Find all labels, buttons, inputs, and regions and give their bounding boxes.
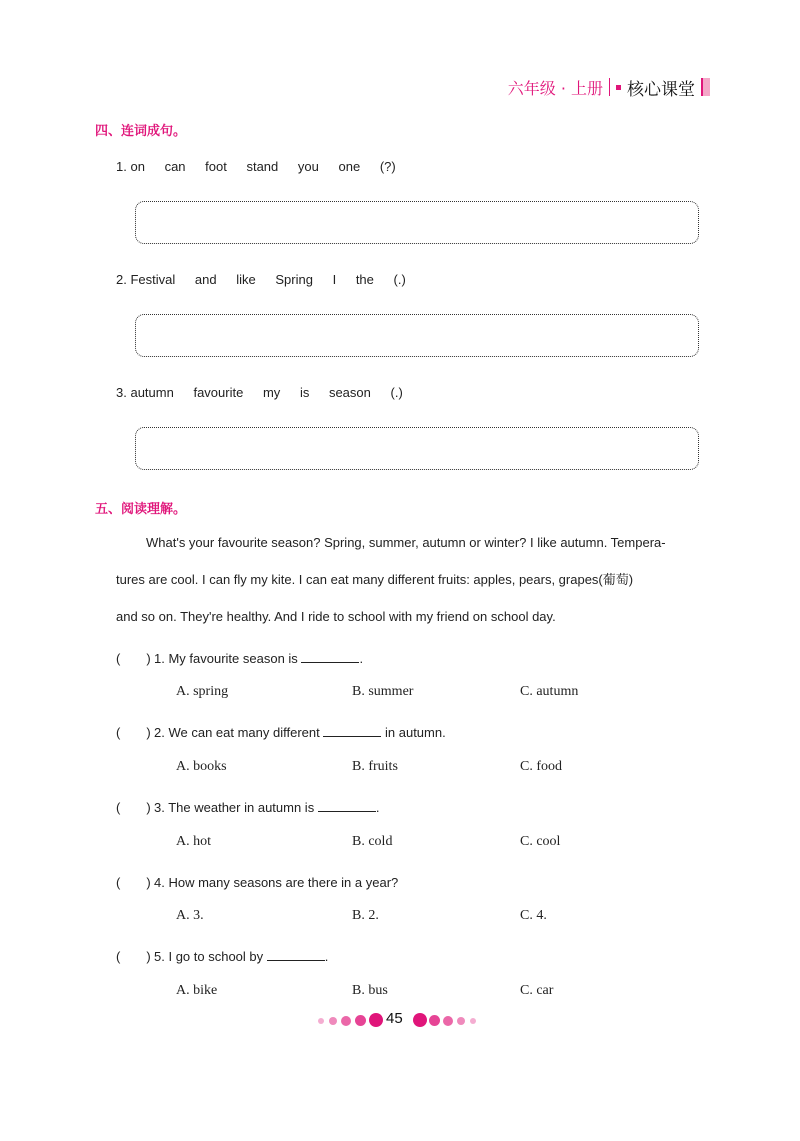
question-text: I go to school by bbox=[168, 949, 264, 964]
passage-line: What's your favourite season? Spring, summer, autumn or winter? I like autumn. Tempera- bbox=[146, 535, 666, 550]
page-number: 45 bbox=[386, 1010, 403, 1027]
question-number: 1. bbox=[116, 159, 127, 174]
word: can bbox=[164, 159, 186, 174]
header-separator bbox=[609, 78, 610, 96]
section-5-title: 五、阅读理解。 bbox=[95, 502, 187, 517]
passage-line: tures are cool. I can fly my kite. I can eat many different fruits: apples, pears, grapes(葡萄) bbox=[116, 572, 634, 587]
option-a[interactable]: A. hot bbox=[176, 834, 211, 849]
mc-question-3 bbox=[116, 797, 379, 816]
decor-dot-icon bbox=[318, 1018, 324, 1024]
decor-dot-icon bbox=[369, 1013, 383, 1027]
reading-passage bbox=[116, 524, 701, 635]
page-header bbox=[508, 74, 710, 100]
question-number: 4. bbox=[154, 875, 165, 890]
punctuation-hint: (.) bbox=[393, 272, 406, 287]
option-b[interactable]: B. 2. bbox=[352, 908, 379, 923]
answer-paren[interactable]: ( ) bbox=[116, 949, 151, 964]
punctuation-hint: (.) bbox=[390, 385, 403, 400]
decor-dot-icon bbox=[470, 1018, 476, 1024]
answer-paren[interactable]: ( ) bbox=[116, 875, 151, 890]
option-c[interactable]: C. autumn bbox=[520, 684, 579, 699]
answer-paren[interactable]: ( ) bbox=[116, 800, 151, 815]
question-text-end: . bbox=[375, 800, 380, 815]
question-text-end: . bbox=[324, 949, 329, 964]
word: foot bbox=[205, 159, 227, 174]
decor-dot-icon bbox=[355, 1015, 366, 1026]
book-title: 核心课堂 bbox=[627, 79, 695, 100]
option-a[interactable]: A. 3. bbox=[176, 908, 204, 923]
page-footer bbox=[0, 1008, 800, 1032]
word: my bbox=[262, 385, 281, 400]
decor-dot-icon bbox=[341, 1016, 351, 1026]
word: and bbox=[194, 272, 217, 287]
word: favourite bbox=[193, 385, 244, 400]
sentence-question-3 bbox=[116, 385, 403, 400]
question-text: My favourite season is bbox=[168, 651, 298, 666]
decor-dot-icon bbox=[457, 1017, 465, 1025]
question-text: How many seasons are there in a year? bbox=[168, 875, 399, 890]
grade-label: 六年级 · 上册 bbox=[507, 78, 603, 98]
word: the bbox=[355, 272, 374, 287]
option-b[interactable]: B. summer bbox=[352, 684, 414, 699]
question-number: 5. bbox=[154, 949, 165, 964]
question-text: The weather in autumn is bbox=[168, 800, 315, 815]
word: you bbox=[297, 159, 319, 174]
header-bar-icon bbox=[701, 78, 710, 96]
mc-question-4 bbox=[116, 872, 398, 891]
answer-box-3[interactable] bbox=[135, 427, 699, 470]
option-a[interactable]: A. bike bbox=[176, 983, 218, 998]
question-text-end: . bbox=[359, 651, 364, 666]
word: Festival bbox=[130, 272, 176, 287]
option-c[interactable]: C. 4. bbox=[520, 908, 547, 923]
word: is bbox=[299, 385, 310, 400]
option-c[interactable]: C. cool bbox=[520, 834, 561, 849]
answer-box-1[interactable] bbox=[135, 201, 699, 244]
question-number: 3. bbox=[116, 385, 127, 400]
header-square-icon bbox=[616, 85, 621, 90]
punctuation-hint: (?) bbox=[379, 159, 396, 174]
mc-question-5 bbox=[116, 946, 328, 965]
word: on bbox=[130, 159, 145, 174]
word: one bbox=[338, 159, 361, 174]
sentence-question-2 bbox=[116, 272, 406, 287]
question-number: 3. bbox=[154, 800, 165, 815]
fill-blank[interactable] bbox=[318, 799, 376, 812]
fill-blank[interactable] bbox=[323, 724, 381, 737]
answer-paren[interactable]: ( ) bbox=[116, 651, 151, 666]
passage-line: and so on. They're healthy. And I ride to school with my friend on school day. bbox=[116, 609, 556, 624]
question-text-end: in autumn. bbox=[385, 725, 446, 740]
section-4-title: 四、连词成句。 bbox=[95, 124, 187, 139]
option-c[interactable]: C. food bbox=[520, 759, 562, 774]
answer-paren[interactable]: ( ) bbox=[116, 725, 151, 740]
fill-blank[interactable] bbox=[301, 650, 359, 663]
question-number: 1. bbox=[154, 651, 165, 666]
option-a[interactable]: A. spring bbox=[176, 684, 229, 699]
option-c[interactable]: C. car bbox=[520, 983, 554, 998]
fill-blank[interactable] bbox=[267, 948, 325, 961]
option-b[interactable]: B. cold bbox=[352, 834, 393, 849]
word: stand bbox=[246, 159, 279, 174]
option-b[interactable]: B. bus bbox=[352, 983, 388, 998]
word: like bbox=[236, 272, 256, 287]
decor-dot-icon bbox=[329, 1017, 337, 1025]
sentence-question-1 bbox=[116, 159, 396, 174]
option-a[interactable]: A. books bbox=[176, 759, 227, 774]
word: season bbox=[328, 385, 371, 400]
decor-dot-icon bbox=[443, 1016, 453, 1026]
word: Spring bbox=[275, 272, 313, 287]
mc-question-1 bbox=[116, 648, 363, 667]
question-number: 2. bbox=[154, 725, 165, 740]
decor-dot-icon bbox=[413, 1013, 427, 1027]
question-text: We can eat many different bbox=[168, 725, 320, 740]
option-b[interactable]: B. fruits bbox=[352, 759, 398, 774]
word: I bbox=[332, 272, 337, 287]
answer-box-2[interactable] bbox=[135, 314, 699, 357]
mc-question-2 bbox=[116, 722, 446, 741]
word: autumn bbox=[130, 385, 174, 400]
question-number: 2. bbox=[116, 272, 127, 287]
decor-dot-icon bbox=[429, 1015, 440, 1026]
